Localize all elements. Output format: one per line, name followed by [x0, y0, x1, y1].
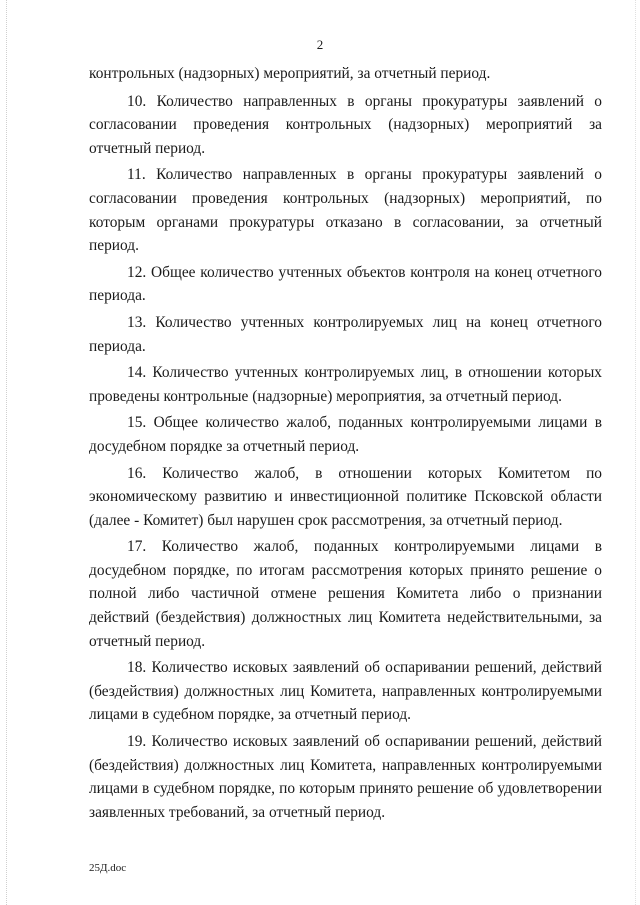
paragraph-item-12: 12. Общее количество учтенных объектов контроля на конец отчетного периода.: [89, 263, 602, 305]
paragraph-continuation: контрольных (надзорных) мероприятий, за отчетный период.: [89, 65, 491, 82]
paragraph-item-10: 10. Количество направленных в органы прокуратуры заявлений о согласовании проведения контрольных (надзорных) мероприятий за отчетный период.: [89, 92, 602, 157]
page-number: 2: [316, 37, 324, 52]
scan-left-edge: [0, 0, 7, 905]
footer-filename: 25Д.doc: [89, 862, 127, 874]
paragraph-item-19: 19. Количество исковых заявлений об оспаривании решений, действий (бездействия) должностных лиц Комитета, направленных контролируемыми лицами в судебном порядке, по которым принято решение об удовлетворении заявленных требований, за отчетный период.: [89, 733, 602, 821]
paragraph-item-17: 17. Количество жалоб, поданных контролируемыми лицами в досудебном порядке, по итогам рассмотрения которых принято решение о полной либо частичной отмене решения Комитета либо о признании действий (бездействия) должностных лиц Комитета недействительными, за отчетный период.: [89, 538, 602, 650]
scan-right-edge: [635, 0, 640, 905]
paragraph-item-11: 11. Количество направленных в органы прокуратуры заявлений о согласовании проведения контрольных (надзорных) мероприятий, по которым органами прокуратуры отказано в согласовании, за отчетный период.: [89, 166, 602, 255]
paragraph-item-18: 18. Количество исковых заявлений об оспаривании решений, действий (бездействия) должностных лиц Комитета, направленных контролируемыми лицами в судебном порядке, за отчетный период.: [89, 659, 602, 724]
paragraph-item-15: 15. Общее количество жалоб, поданных контролируемыми лицами в досудебном порядке за отчетный период.: [89, 414, 602, 455]
paragraph-item-16: 16. Количество жалоб, в отношении которых Комитетом по экономическому развитию и инвестиционной политике Псковской области (далее - Комитет) был нарушен срок рассмотрения, за отчетный период.: [89, 464, 602, 529]
paragraph-item-14: 14. Количество учтенных контролируемых лиц, в отношении которых проведены контрольные (надзорные) мероприятия, за отчетный период.: [89, 364, 602, 405]
paragraph-item-13: 13. Количество учтенных контролируемых лиц на конец отчетного периода.: [89, 313, 602, 355]
document-body: [89, 62, 602, 827]
